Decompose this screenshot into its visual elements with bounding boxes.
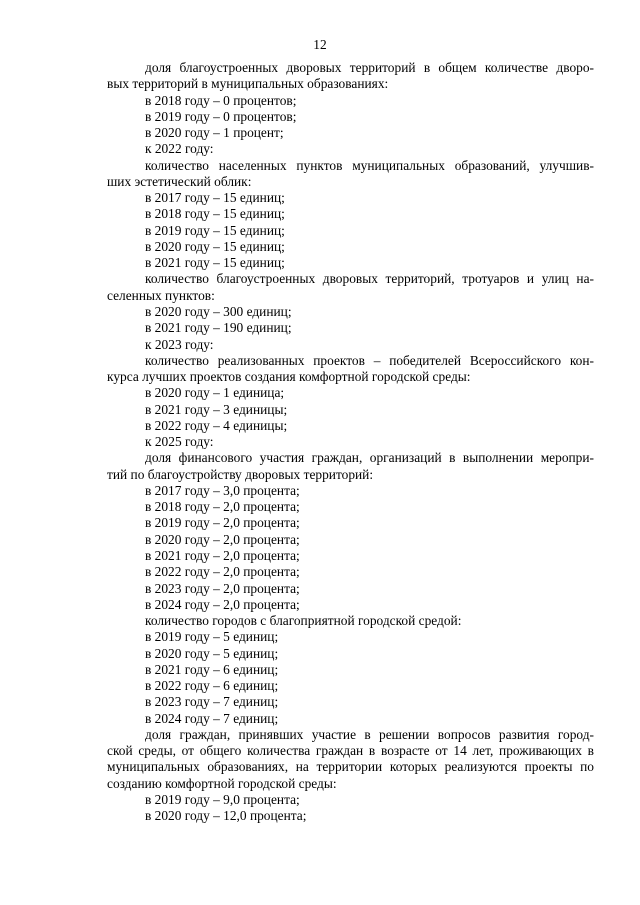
text-line: в 2020 году – 1 процент; — [145, 125, 284, 141]
text-line: в 2022 году – 2,0 процента; — [145, 564, 300, 580]
text-line: в 2018 году – 0 процентов; — [145, 92, 297, 108]
text-line: в 2018 году – 15 единиц; — [145, 206, 285, 222]
text-line: ших эстетический облик: — [107, 173, 252, 189]
text-line: в 2024 году – 2,0 процента; — [145, 596, 300, 612]
text-line: к 2025 году: — [145, 434, 214, 450]
text-line: в 2021 году – 3 единицы; — [145, 401, 288, 417]
text-line: в 2017 году – 3,0 процента; — [145, 482, 300, 498]
text-line: доля финансового участия граждан, организаций в выполнении меропри- — [145, 450, 594, 466]
text-line: муниципальных образованиях, на территории которых реализуются проекты по — [107, 759, 594, 775]
text-line: доля граждан, принявших участие в решении вопросов развития город- — [145, 726, 594, 742]
text-line: к 2023 году: — [145, 336, 214, 352]
page-number: 12 — [313, 37, 327, 52]
text-line: количество благоустроенных дворовых территорий, тротуаров и улиц на- — [145, 271, 594, 287]
text-line: в 2020 году – 5 единиц; — [145, 645, 279, 661]
body-text — [107, 60, 594, 824]
text-line: в 2020 году – 15 единиц; — [145, 238, 285, 254]
text-line: в 2020 году – 12,0 процента; — [145, 808, 307, 824]
text-line: в 2021 году – 15 единиц; — [145, 255, 285, 271]
text-line: вых территорий в муниципальных образованиях: — [107, 76, 389, 92]
text-line: к 2022 году: — [145, 141, 214, 157]
text-line: курса лучших проектов создания комфортной городской среды: — [107, 369, 471, 385]
text-line: в 2022 году – 6 единиц; — [145, 678, 279, 694]
text-line: количество населенных пунктов муниципальных образований, улучшив- — [145, 157, 594, 173]
text-line: ской среды, от общего количества граждан в возрасте от 14 лет, проживающих в — [107, 743, 594, 759]
text-line: в 2019 году – 0 процентов; — [145, 108, 297, 124]
text-line: в 2022 году – 4 единицы; — [145, 417, 288, 433]
text-line: в 2021 году – 190 единиц; — [145, 320, 292, 336]
text-line: в 2021 году – 2,0 процента; — [145, 547, 300, 563]
text-line: созданию комфортной городской среды: — [107, 775, 337, 791]
text-line: в 2017 году – 15 единиц; — [145, 190, 285, 206]
text-line: тий по благоустройству дворовых территорий: — [107, 466, 374, 482]
text-line: селенных пунктов: — [107, 287, 215, 303]
text-line: доля благоустроенных дворовых территорий в общем количестве дворо- — [145, 60, 594, 75]
text-line: в 2020 году – 300 единиц; — [145, 303, 292, 319]
text-line: в 2020 году – 2,0 процента; — [145, 531, 300, 547]
text-line: в 2020 году – 1 единица; — [145, 385, 285, 401]
text-line: в 2023 году – 7 единиц; — [145, 694, 279, 710]
text-line: в 2019 году – 9,0 процента; — [145, 791, 300, 807]
text-line: количество городов с благоприятной городской средой: — [145, 613, 462, 629]
text-line: в 2021 году – 6 единиц; — [145, 661, 279, 677]
text-line: в 2018 году – 2,0 процента; — [145, 499, 300, 515]
text-line: в 2019 году – 5 единиц; — [145, 629, 279, 645]
text-line: в 2019 году – 15 единиц; — [145, 222, 285, 238]
text-line: в 2023 году – 2,0 процента; — [145, 580, 300, 596]
text-line: количество реализованных проектов – победителей Всероссийского кон- — [145, 352, 594, 368]
text-line: в 2024 году – 7 единиц; — [145, 710, 279, 726]
text-line: в 2019 году – 2,0 процента; — [145, 515, 300, 531]
